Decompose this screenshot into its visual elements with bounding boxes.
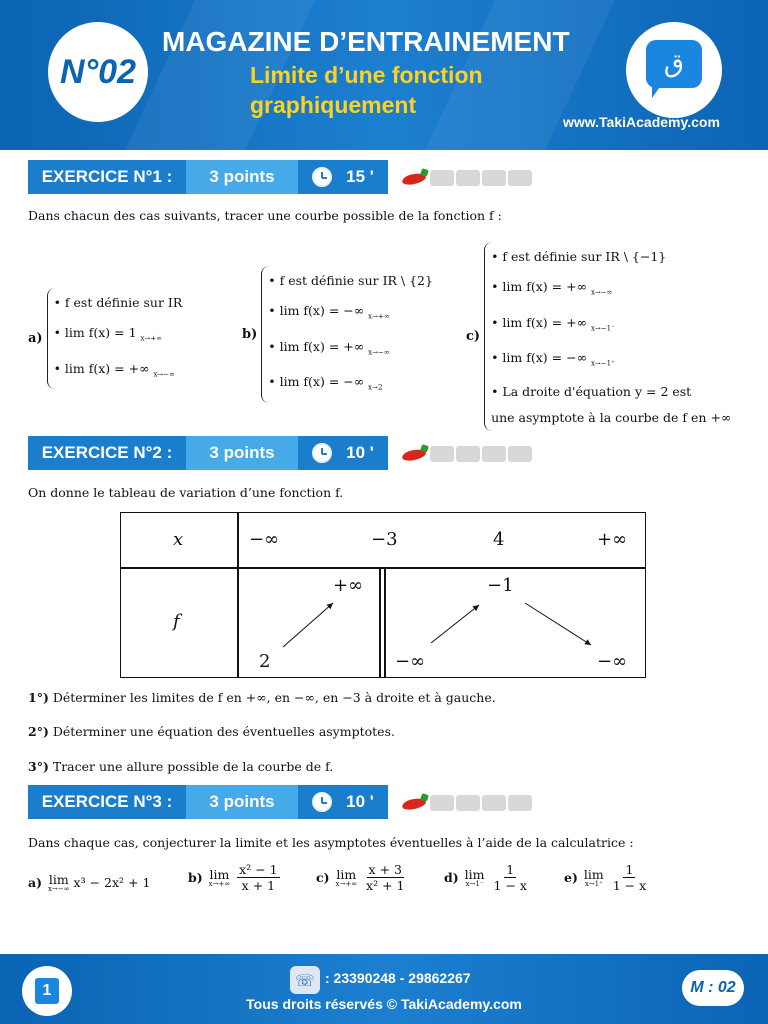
system-label: a) <box>28 331 43 346</box>
decreasing-arrow <box>525 603 591 645</box>
exercise-duration <box>298 160 388 194</box>
clock-icon <box>312 792 332 812</box>
table-x-value: 4 <box>493 529 505 550</box>
duration-value: 15 ' <box>346 167 374 186</box>
header-banner <box>0 0 768 150</box>
difficulty-rating <box>400 168 532 188</box>
exercise-3-intro: Dans chaque cas, conjecturer la limite et les asymptotes éventuelles à l’aide de la calculatrice : <box>28 835 634 850</box>
chili-pepper-icon <box>400 168 430 188</box>
question-2: 2°) Déterminer une équation des éventuelles asymptotes. <box>28 724 395 739</box>
condition-line: • lim f(x) = −∞ $_{x\to 2}$ <box>268 374 383 392</box>
exercise-duration <box>298 436 388 470</box>
limit-item-c: c) lim x→+∞ $\frac{x + 3}{\text{x² + 1}}$ <box>316 862 405 893</box>
duration-value: 10 ' <box>346 792 374 811</box>
issue-badge <box>48 22 148 122</box>
takiacademy-logo <box>626 22 722 118</box>
condition-line: • lim f(x) = −∞ $_{x\to+\infty}$ <box>268 303 390 321</box>
variation-arrows <box>121 513 647 679</box>
table-f-value: −∞ <box>395 651 426 672</box>
magazine-subtitle <box>250 60 570 120</box>
system-label: c) <box>466 328 481 344</box>
question-3: 3°) Tracer une allure possible de la courbe de f. <box>28 759 334 774</box>
brace <box>47 288 183 389</box>
condition-line: • f est définie sur IR <box>53 295 183 310</box>
chili-pepper-icon <box>400 793 430 813</box>
clock-icon <box>312 443 332 463</box>
exercise-points: 3 points <box>186 160 298 194</box>
exercise-1-intro: Dans chacun des cas suivants, tracer une courbe possible de la fonction f : <box>28 208 502 223</box>
footer-banner <box>0 954 768 1024</box>
increasing-arrow <box>431 605 479 643</box>
duration-value: 10 ' <box>346 443 374 462</box>
chili-pepper-icon <box>400 444 430 464</box>
brace <box>261 266 433 403</box>
website-link[interactable]: www.TakiAcademy.com <box>563 114 720 130</box>
clock-icon <box>312 167 332 187</box>
exercise-2-header <box>28 436 388 470</box>
chat-bubble-tail <box>652 84 662 98</box>
question-1: 1°) Déterminer les limites de f en +∞, en −∞, en −3 à droite et à gauche. <box>28 690 496 705</box>
limit-item-e: e) lim x→1⁺ $\frac{1}{1 - x}$ <box>564 862 647 893</box>
limit-item-a: a) lim x→−∞ x³ − 2x² + 1 <box>28 872 151 893</box>
table-f-value: +∞ <box>333 575 364 596</box>
table-x-value: −3 <box>371 529 398 550</box>
limit-list <box>28 862 728 902</box>
issue-number: N°02 <box>60 52 136 91</box>
exercise-1-header <box>28 160 388 194</box>
table-f-value: 2 <box>259 651 271 672</box>
condition-line: • f est définie sur IR \ {−1} <box>491 249 667 264</box>
condition-line: une asymptote à la courbe de f en +∞ <box>491 409 732 425</box>
condition-line: • lim f(x) = +∞ $_{x\to-\infty}$ <box>491 279 613 297</box>
copyright-text: Tous droits réservés © TakiAcademy.com <box>246 996 522 1012</box>
condition-line: • lim f(x) = +∞ $_{x\to-\infty}$ <box>268 338 390 356</box>
exercise-title: EXERCICE N°3 : <box>28 785 186 819</box>
table-x-value: −∞ <box>249 529 280 550</box>
exercise-points: 3 points <box>186 785 298 819</box>
phone-numbers: : 23390248 - 29862267 <box>325 970 471 986</box>
exercise-title: EXERCICE N°2 : <box>28 436 186 470</box>
system-label: b) <box>242 326 258 342</box>
limit-item-b: b) lim x→+∞ $\frac{\text{x² − 1}}{x + 1}$ <box>188 862 278 893</box>
chat-bubble-logo-icon: ق <box>646 40 702 88</box>
exercise-title: EXERCICE N°1 : <box>28 160 186 194</box>
exercise-duration <box>298 785 388 819</box>
condition-line: • lim f(x) = 1 $_{x\to+\infty}$ <box>53 325 163 343</box>
condition-line: • lim f(x) = +∞ $_{x\to-1^-}$ <box>491 314 615 332</box>
condition-line: • f est définie sur IR \ {2} <box>268 273 433 288</box>
table-f-value: −1 <box>487 575 514 596</box>
table-x-value: +∞ <box>597 529 628 550</box>
exercise-2-intro: On donne le tableau de variation d’une fonction f. <box>28 485 344 500</box>
system-c <box>466 242 731 431</box>
phone-icon: ☏ <box>290 966 320 994</box>
variation-table <box>120 512 646 678</box>
exercise-points: 3 points <box>186 436 298 470</box>
brace <box>484 242 731 431</box>
page-number: 1 <box>42 982 52 999</box>
system-a <box>28 288 182 389</box>
difficulty-rating <box>400 793 532 813</box>
difficulty-rating <box>400 444 532 464</box>
table-row-label-x: x <box>173 529 184 550</box>
condition-line: • lim f(x) = +∞ $_{x\to-\infty}$ <box>53 360 175 378</box>
condition-line: • lim f(x) = −∞ $_{x\to-1^+}$ <box>491 350 615 368</box>
table-row-label-f: f <box>173 611 180 632</box>
system-b <box>242 266 433 403</box>
module-badge: M : 02 <box>682 970 744 1006</box>
subtitle-line: graphiquement <box>250 92 417 118</box>
table-f-value: −∞ <box>597 651 628 672</box>
subtitle-line: Limite d’une fonction <box>250 62 483 88</box>
condition-line: • La droite d'équation y = 2 est <box>491 383 692 399</box>
limit-item-d: d) lim x→1⁻ $\frac{1}{1 - x}$ <box>444 862 527 893</box>
magazine-title: MAGAZINE D’ENTRAINEMENT <box>162 26 570 57</box>
exercise-3-header <box>28 785 388 819</box>
increasing-arrow <box>283 603 333 647</box>
